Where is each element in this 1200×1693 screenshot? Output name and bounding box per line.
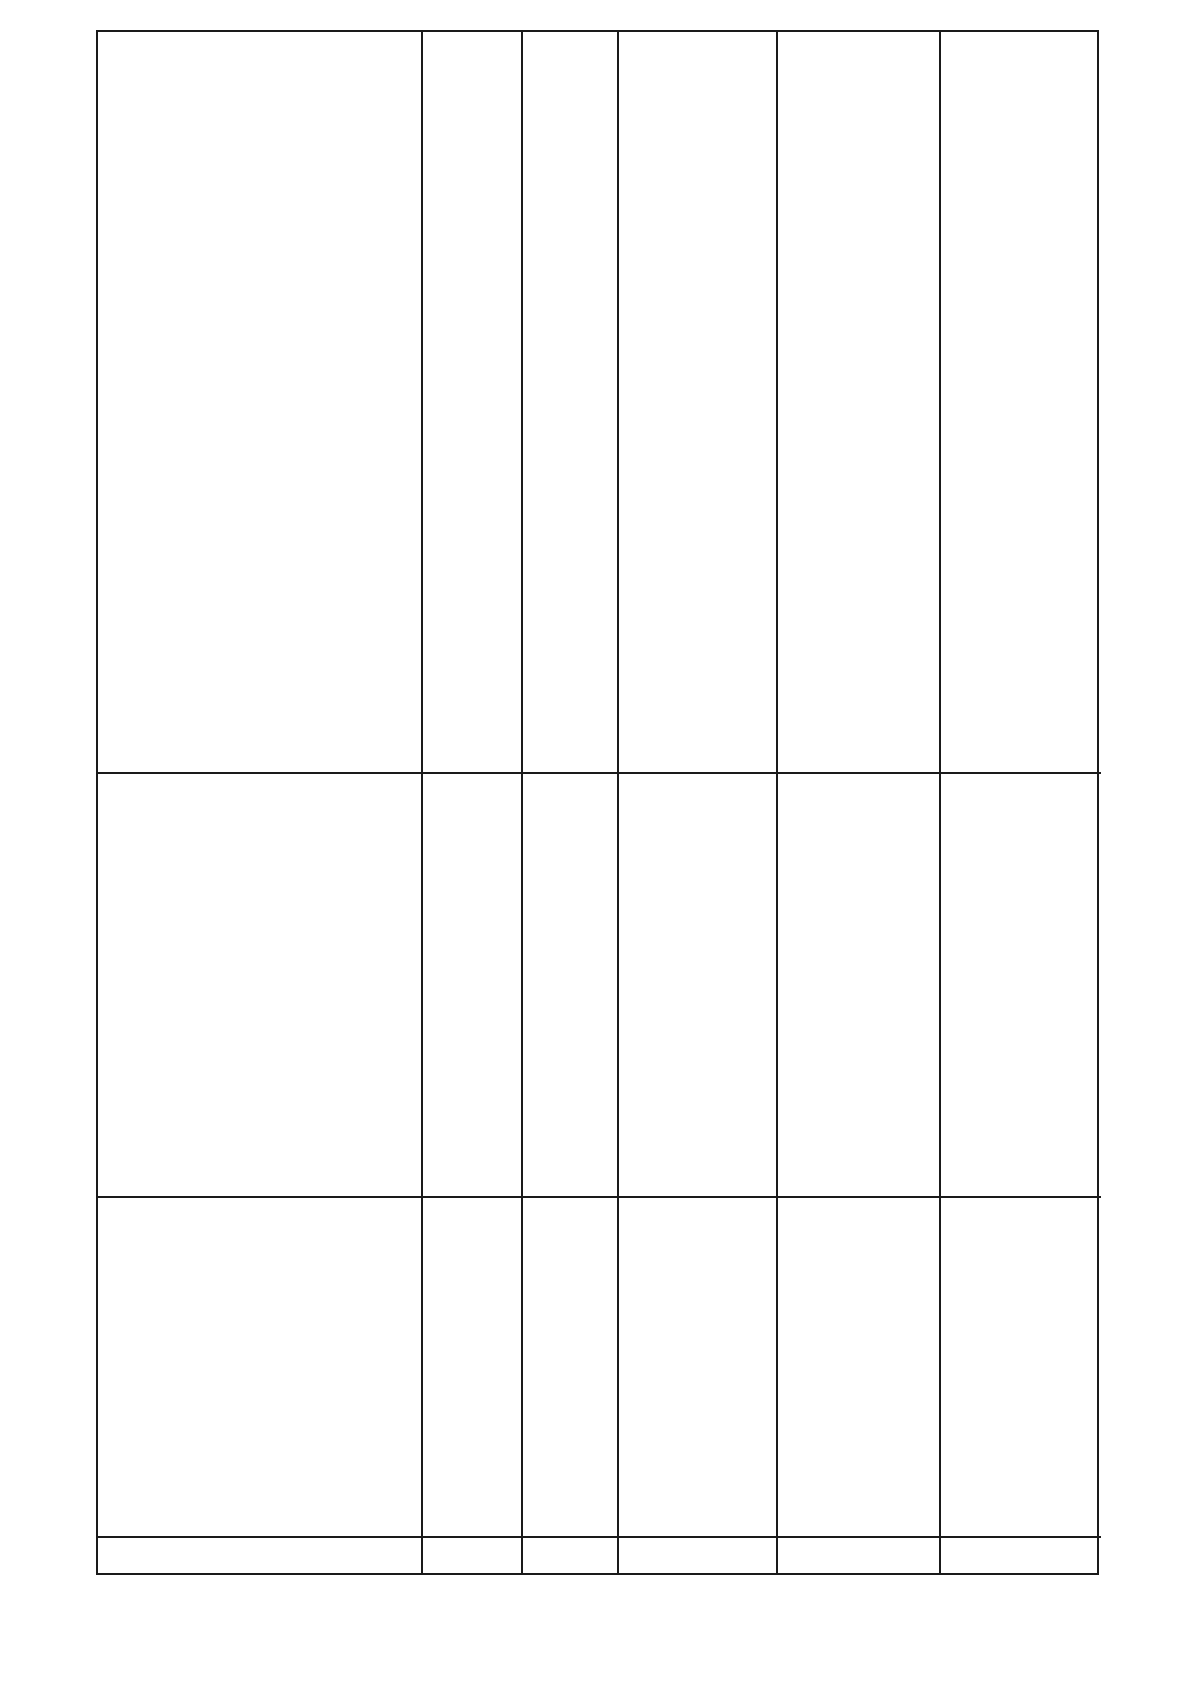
inspection-table [96, 30, 1099, 1575]
column-divider [617, 32, 619, 1573]
column-divider [421, 32, 423, 1573]
row-divider [98, 772, 1101, 774]
row-divider [98, 1536, 1101, 1538]
column-divider [939, 32, 941, 1573]
column-divider [776, 32, 778, 1573]
row-divider [98, 1196, 1101, 1198]
column-divider [521, 32, 523, 1573]
